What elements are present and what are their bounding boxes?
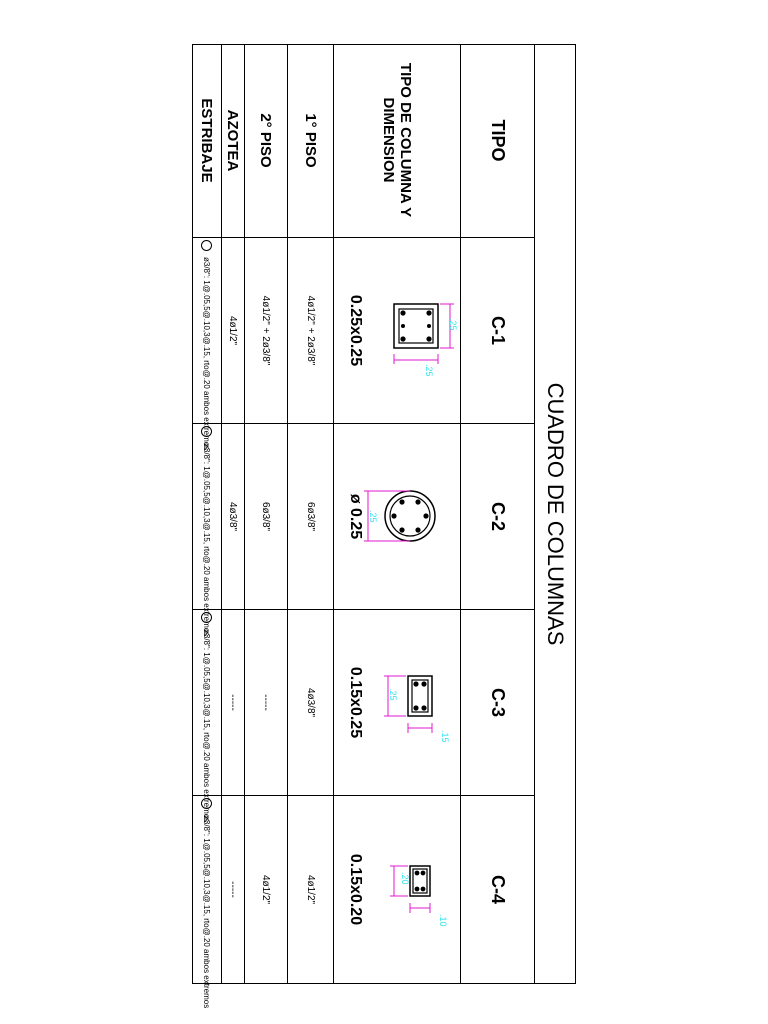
stirrup-icon xyxy=(202,798,213,809)
column-c2-tipo: C-2 xyxy=(488,501,508,531)
column-c2-estribaje xyxy=(193,426,221,637)
row-label-piso2: 2° PISO xyxy=(257,113,275,168)
column-c3-piso1: 4ø3/8" xyxy=(305,687,316,718)
column-c1-azotea: 4ø1/2" xyxy=(227,315,239,346)
column-c3-estribaje-text: ø3/8": 1@.05,5@.10,3@.15, rto@.20 ambos extremos xyxy=(202,629,212,823)
column-c2-estribaje-text: ø3/8": 1@.05,5@.10,3@.15, rto@.20 ambos extremos xyxy=(202,443,212,637)
table-title: CUADRO DE COLUMNAS xyxy=(543,382,568,646)
column-c3-dimension-width: .25 xyxy=(388,688,398,701)
column-c4-size: 0.15x0.20 xyxy=(347,853,364,926)
column-c4-piso2: 4ø1/2" xyxy=(260,874,272,905)
column-c1-size: 0.25x0.25 xyxy=(347,294,364,367)
column-c1-estribaje xyxy=(193,240,221,451)
row-label-piso1: 1° PISO xyxy=(302,113,319,168)
column-c1-tipo: C-1 xyxy=(488,315,508,345)
column-c1-dimension-height: .25 xyxy=(424,364,434,377)
row-label-estribaje: ESTRIBAJE xyxy=(198,98,216,183)
column-c2-dimension: .25 xyxy=(368,510,378,523)
column-c1-piso1: 4ø1/2" + 2ø3/8" xyxy=(305,295,316,366)
column-c4-dimension-width: .20 xyxy=(400,872,410,885)
column-c4-dimension-height: .10 xyxy=(438,914,448,927)
column-c2-piso2: 6ø3/8" xyxy=(260,501,272,532)
column-c2-piso1: 6ø3/8" xyxy=(305,501,316,532)
column-c4-estribaje-text: ø3/8": 1@.05,5@.10,3@.15, rto@.20 ambos extremos xyxy=(202,815,212,1009)
stirrup-icon xyxy=(202,426,213,437)
stirrup-icon xyxy=(202,240,213,251)
column-c1-piso2: 4ø1/2" + 2ø3/8" xyxy=(260,295,272,366)
column-c3-tipo: C-3 xyxy=(488,687,508,717)
column-c1-dimension-width: .25 xyxy=(448,318,458,331)
column-c3-size: 0.15x0.25 xyxy=(347,666,364,739)
row-label-azotea: AZOTEA xyxy=(224,109,242,172)
stirrup-icon xyxy=(202,612,213,623)
column-c4-azotea: ----- xyxy=(227,881,239,898)
row-label-dimension: TIPO DE COLUMNA Y DIMENSION xyxy=(380,62,414,218)
column-c4-estribaje xyxy=(193,798,221,1009)
column-c4-tipo: C-4 xyxy=(488,874,508,904)
column-c2-azotea: 4ø3/8" xyxy=(227,501,239,532)
column-c3-piso2: ----- xyxy=(260,694,272,711)
column-c2-size: ø 0.25 xyxy=(347,493,364,540)
column-c3-dimension-height: .15 xyxy=(440,730,450,743)
column-c3-estribaje xyxy=(193,612,221,823)
column-c4-piso1: 4ø1/2" xyxy=(305,874,316,905)
column-c1-estribaje-text: ø3/8": 1@.05,5@.10,3@.15, rto@.20 ambos extremos xyxy=(202,257,212,451)
row-label-tipo: TIPO xyxy=(488,119,508,162)
column-c3-azotea: ----- xyxy=(227,694,239,711)
